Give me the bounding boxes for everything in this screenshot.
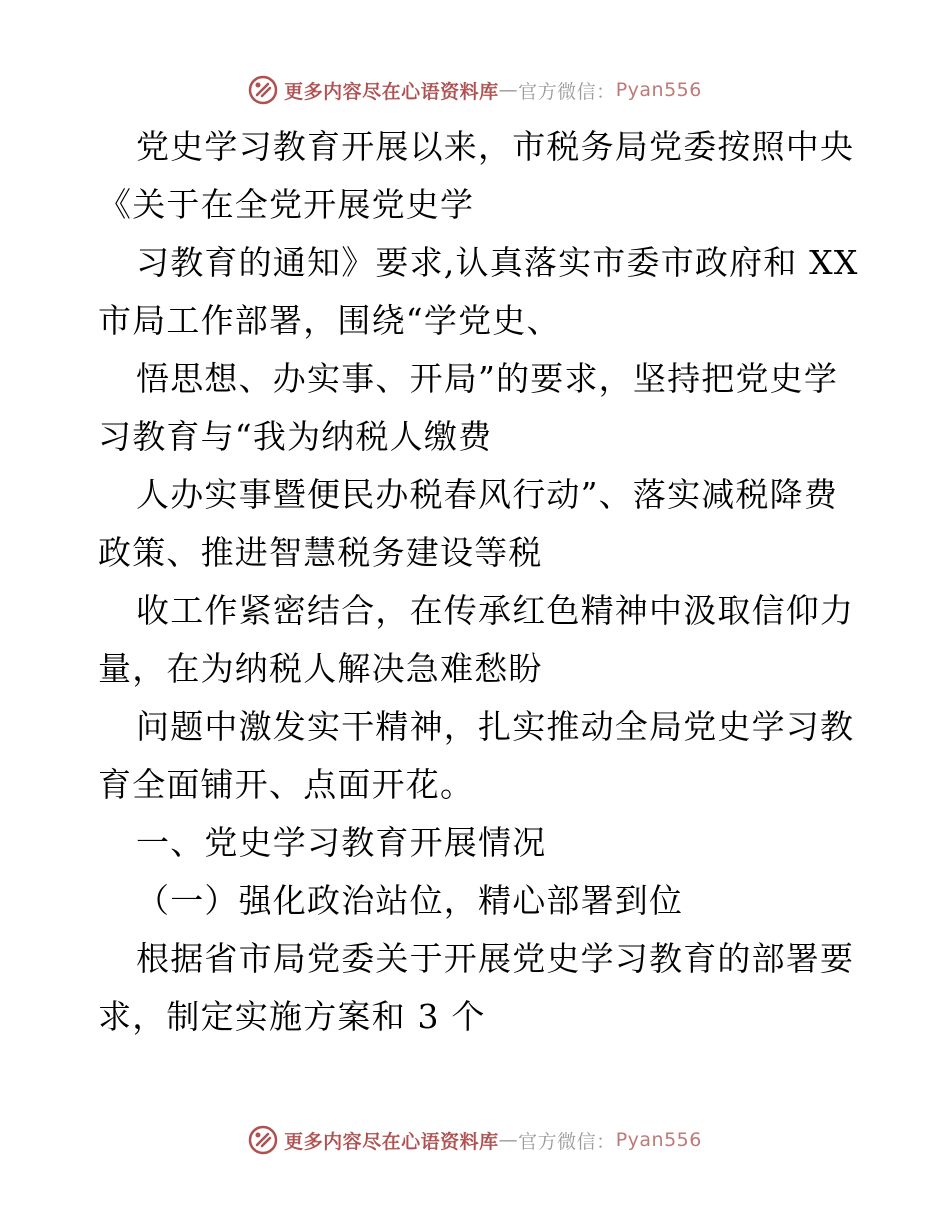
watermark-main-text: 更多内容尽在心语资料库 bbox=[284, 1130, 499, 1153]
text-line: 量，在为纳税人解决急难愁盼 bbox=[98, 649, 543, 688]
text-line: 求，制定实施方案和 3 个 bbox=[98, 997, 486, 1036]
watermark-dash: — bbox=[498, 1129, 519, 1151]
header-watermark bbox=[0, 70, 950, 110]
logo-icon bbox=[248, 75, 278, 105]
text-line: 一、党史学习教育开展情况 bbox=[136, 823, 547, 862]
text-line: 收工作紧密结合，在传承红色精神中汲取信仰力 bbox=[136, 591, 855, 630]
watermark-label: 官方微信： bbox=[518, 1130, 616, 1153]
text-line: 悟思想、办实事、开局”的要求，坚持把党史学 bbox=[136, 359, 839, 398]
text-line: 政策、推进智慧税务建设等税 bbox=[98, 533, 543, 572]
text-line: 习教育与“我为纳税人缴费 bbox=[98, 417, 493, 456]
watermark-id: Pyan556 bbox=[615, 79, 702, 101]
watermark-label: 官方微信： bbox=[518, 80, 616, 103]
text-line: 人办实事暨便民办税春风行动”、落实减税降费 bbox=[136, 475, 839, 514]
watermark-id: Pyan556 bbox=[615, 1129, 702, 1151]
watermark-dash: — bbox=[498, 79, 519, 101]
text-line: 习教育的通知》要求,认真落实市委市政府和 XX bbox=[136, 243, 859, 282]
footer-watermark bbox=[0, 1120, 950, 1160]
text-line: 党史学习教育开展以来，市税务局党委按照中央 bbox=[136, 127, 855, 166]
logo-icon bbox=[248, 1125, 278, 1155]
text-line: 育全面铺开、点面开花。 bbox=[98, 765, 475, 804]
text-line: 《关于在全党开展党史学 bbox=[98, 185, 475, 224]
text-line: 市局工作部署，围绕“学党史、 bbox=[98, 301, 561, 340]
text-line: （一）强化政治站位，精心部署到位 bbox=[136, 881, 684, 920]
document-body bbox=[98, 118, 858, 1046]
watermark-main-text: 更多内容尽在心语资料库 bbox=[284, 80, 499, 103]
text-line: 问题中激发实干精神，扎实推动全局党史学习教 bbox=[136, 707, 855, 746]
text-line: 根据省市局党委关于开展党史学习教育的部署要 bbox=[136, 939, 855, 978]
